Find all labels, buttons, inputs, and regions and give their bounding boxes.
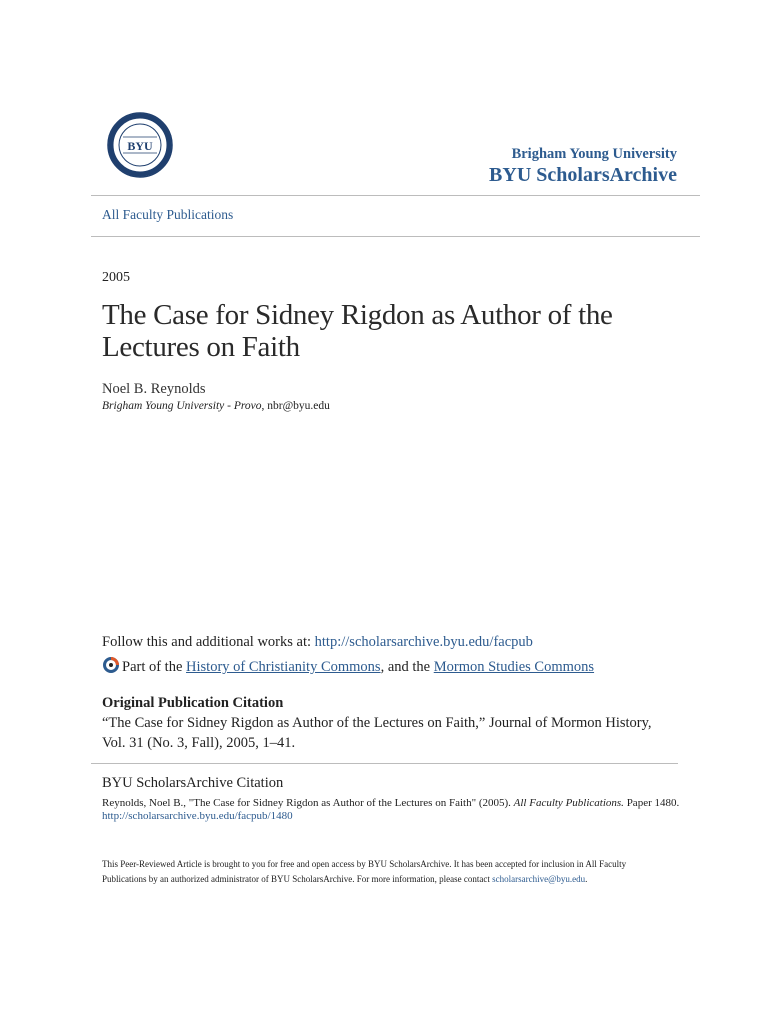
header-divider — [91, 195, 700, 196]
series-link[interactable]: All Faculty Publications — [102, 207, 234, 222]
facpub-link[interactable]: http://scholarsarchive.byu.edu/facpub — [314, 634, 533, 650]
follow-label: Follow this and additional works at: — [102, 634, 315, 650]
archive-citation-lead: Reynolds, Noel B., "The Case for Sidney Rigdon as Author of the Lectures on Faith" (2005). — [102, 797, 514, 809]
author-name: Noel B. Reynolds — [102, 381, 206, 397]
brand-university: Brigham Young University — [511, 146, 677, 162]
publication-year: 2005 — [102, 270, 130, 285]
brand-block — [489, 146, 677, 186]
follow-line — [102, 634, 533, 651]
original-citation-text: “The Case for Sidney Rigdon as Author of the Lectures on Faith,” Journal of Mormon History, Vol. 31 (No. 3, Fall), 2005, 1–41. — [102, 715, 652, 751]
affiliation-institution: Brigham Young University - Provo — [102, 400, 262, 412]
author-email: nbr@byu.edu — [267, 400, 330, 412]
citation-divider — [91, 763, 678, 764]
mormon-studies-commons-link[interactable]: Mormon Studies Commons — [433, 659, 595, 675]
seal-text: BYU — [127, 139, 153, 153]
archive-citation-link[interactable]: http://scholarsarchive.byu.edu/facpub/1480 — [102, 810, 293, 822]
notice-text: This Peer-Reviewed Article is brought to you for free and open access by BYU ScholarsArchive. It has been accepted for inclusion in All Faculty Publications by an authorized administrator of BYU ScholarsArchive. For more information, please contact — [102, 859, 627, 884]
archive-citation-paper: Paper 1480. — [623, 797, 680, 809]
archive-citation-text — [102, 797, 679, 809]
series-divider — [91, 236, 700, 237]
part-of-line — [102, 656, 594, 676]
notice-end: . — [585, 874, 588, 884]
original-citation-heading: Original Publication Citation — [102, 695, 284, 711]
access-notice — [102, 857, 662, 887]
history-christianity-commons-link[interactable]: History of Christianity Commons — [186, 659, 381, 675]
archive-citation-heading: BYU ScholarsArchive Citation — [102, 775, 284, 791]
notice-email-link[interactable]: scholarsarchive@byu.edu — [492, 874, 586, 884]
archive-citation-publication: All Faculty Publications. — [513, 797, 624, 809]
byu-seal-logo — [107, 112, 173, 178]
author-affiliation: Brigham Young University - Provo, nbr@byu.edu — [102, 400, 330, 412]
part-of-middle: , and the — [380, 659, 434, 675]
brand-archive: BYU ScholarsArchive — [489, 164, 677, 186]
commons-icon — [102, 656, 120, 674]
part-of-prefix: Part of the — [122, 659, 187, 675]
document-title: The Case for Sidney Rigdon as Author of the Lectures on Faith — [102, 299, 613, 363]
